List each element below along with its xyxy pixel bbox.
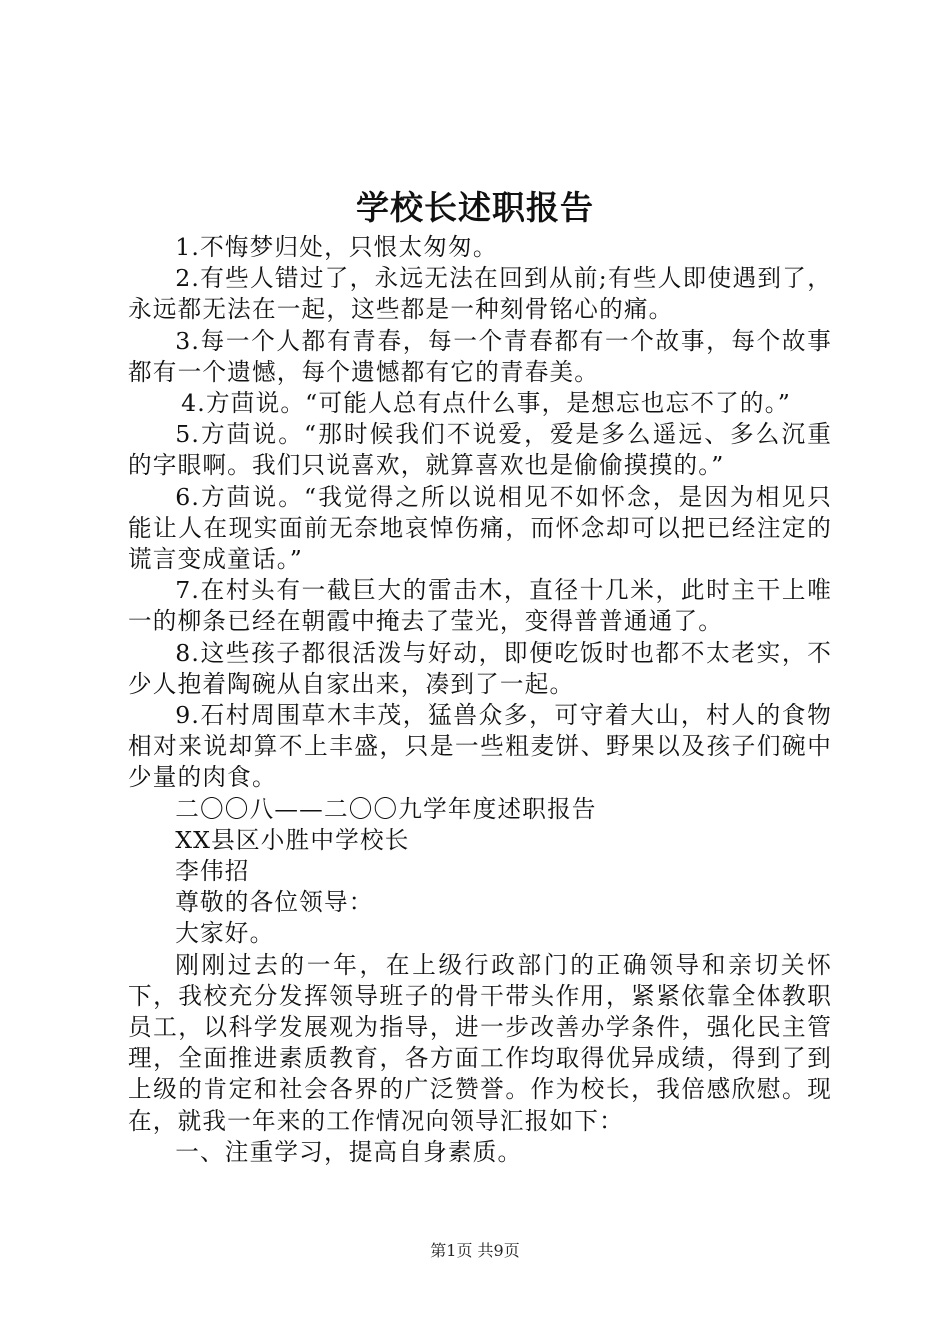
document-body (128, 232, 832, 1168)
author-name: 李伟招 (175, 857, 250, 886)
paragraph-7: 7.在村头有一截巨大的雷击木，直径十几米，此时主干上唯一的柳条已经在朝霞中掩去了莹光，变得普普通通了。 (128, 576, 832, 636)
greeting: 大家好。 (175, 919, 275, 948)
author-position: XX县区小胜中学校长 (175, 825, 410, 854)
intro-paragraph: 刚刚过去的一年，在上级行政部门的正确领导和亲切关怀下，我校充分发挥领导班子的骨干带头作用，紧紧依靠全体教职员工，以科学发展观为指导，进一步改善办学条件，强化民主管理，全面推进素质教育，各方面工作均取得优异成绩，得到了到上级的肯定和社会各界的广泛赞誉。作为校长，我倍感欣慰。现在，就我一年来的工作情况向领导汇报如下： (128, 950, 832, 1135)
paragraph-1: 1.不悔梦归处，只恨太匆匆。 (175, 233, 498, 261)
paragraph-2: 2.有些人错过了，永远无法在回到从前;有些人即使遇到了，永远都无法在一起，这些都是一种刻骨铭心的痛。 (128, 264, 832, 324)
paragraph-6: 6.方茴说。“我觉得之所以说相见不如怀念，是因为相见只能让人在现实面前无奈地哀悼伤痛，而怀念却可以把已经注定的谎言变成童话。” (128, 482, 832, 574)
paragraph-5: 5.方茴说。“那时候我们不说爱，爱是多么遥远、多么沉重的字眼啊。我们只说喜欢，就算喜欢也是偷偷摸摸的。” (128, 420, 832, 480)
document-title: 学校长述职报告 (356, 188, 594, 227)
paragraph-9: 9.石村周围草木丰茂，猛兽众多，可守着大山，村人的食物相对来说却算不上丰盛，只是一些粗麦饼、野果以及孩子们碗中少量的肉食。 (128, 701, 832, 792)
page-footer: 第1页 共9页 (430, 1241, 520, 1260)
paragraph-3: 3.每一个人都有青春，每一个青春都有一个故事，每个故事都有一个遗憾，每个遗憾都有它的青春美。 (128, 326, 832, 386)
report-heading: 二〇〇八——二〇〇九学年度述职报告 (175, 794, 597, 823)
paragraph-8: 8.这些孩子都很活泼与好动，即便吃饭时也都不太老实，不少人抱着陶碗从自家出来，凑到了一起。 (128, 638, 832, 698)
section-heading-1: 一、注重学习，提高自身素质。 (175, 1137, 523, 1166)
salutation: 尊敬的各位领导： (175, 888, 374, 917)
paragraph-4: 4.方茴说。“可能人总有点什么事，是想忘也忘不了的。” (181, 389, 791, 418)
